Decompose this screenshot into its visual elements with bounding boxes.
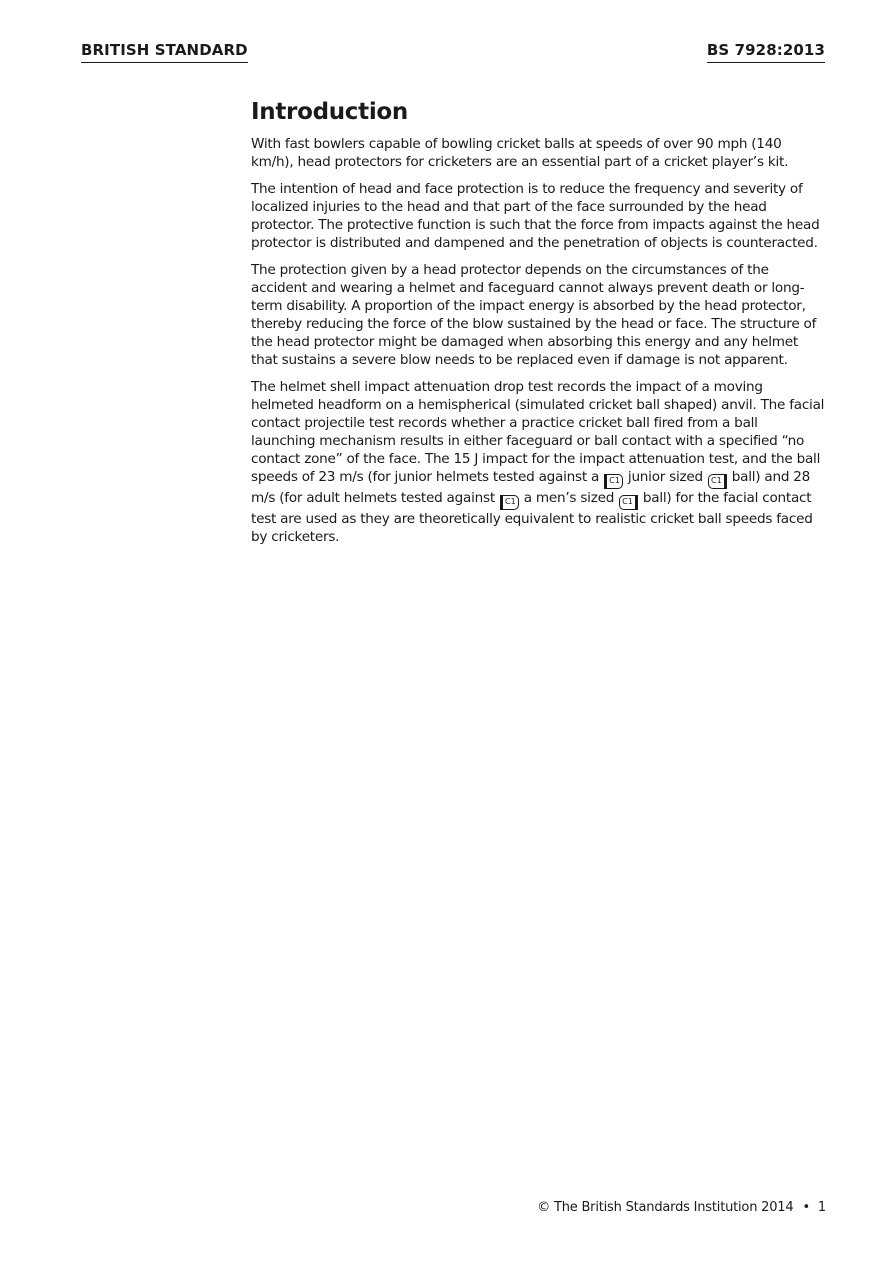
paragraph-3: The protection given by a head protector depends on the circumstances of the accident and wearing a helmet and faceguard cannot always prevent death or long-term disability. A proportion of the impact energy is absorbed by the head protector, thereby reducing the force of the blow sustained by the head or face. The structure of the head protector might be damaged when absorbing this energy and any helmet that sustains a severe blow needs to be replaced even if damage is not apparent. bbox=[251, 262, 817, 368]
section-title: Introduction bbox=[251, 99, 408, 125]
running-head-standard-label: BRITISH STANDARD bbox=[81, 40, 248, 63]
amendment-open-tag-icon: C1 bbox=[500, 495, 519, 510]
paragraph-1: With fast bowlers capable of bowling cricket balls at speeds of over 90 mph (140 km/h), head protectors for cricketers are an essential part of a cricket player’s kit. bbox=[251, 136, 789, 170]
running-head-standard-number: BS 7928:2013 bbox=[707, 40, 825, 63]
main-content bbox=[251, 97, 825, 555]
bullet-separator: • bbox=[802, 1200, 810, 1215]
paragraph-4-text-4: a men’s sized bbox=[519, 490, 619, 506]
paragraph-4 bbox=[251, 378, 825, 546]
paragraph-4-text-5: ball) for the facial contact test are used as they are theoretically equivalent to realistic cricket ball speeds faced by cricketers. bbox=[251, 490, 813, 545]
paragraph-4-text-1: The helmet shell impact attenuation drop test records the impact of a moving helmeted headform on a hemispherical (simulated cricket ball shaped) anvil. The facial contact projectile test records whether a practice cricket ball fired from a ball launching mechanism results in either faceguard or ball contact with a specified “no contact zone” of the face. The 15 J impact for the impact attenuation test, and the ball speeds of 23 m/s (for junior helmets tested against a bbox=[251, 379, 825, 485]
amendment-close-tag-icon: C1 bbox=[619, 495, 638, 510]
amendment-open-tag-icon: C1 bbox=[604, 474, 623, 489]
page-footer bbox=[537, 1199, 826, 1217]
paragraph-2: The intention of head and face protection is to reduce the frequency and severity of localized injuries to the head and that part of the face surrounded by the head protector. The protective function is such that the force from impacts against the head protector is distributed and dampened and the penetration of objects is counteracted. bbox=[251, 181, 820, 251]
amendment-close-tag-icon: C1 bbox=[708, 474, 727, 489]
copyright-notice: © The British Standards Institution 2014 bbox=[537, 1200, 794, 1215]
paragraph-4-text-3: ball) and 28 m/s (for adult helmets tested against bbox=[251, 469, 811, 506]
page-number: 1 bbox=[817, 1200, 826, 1215]
paragraph-4-text-2: junior sized bbox=[623, 469, 707, 485]
